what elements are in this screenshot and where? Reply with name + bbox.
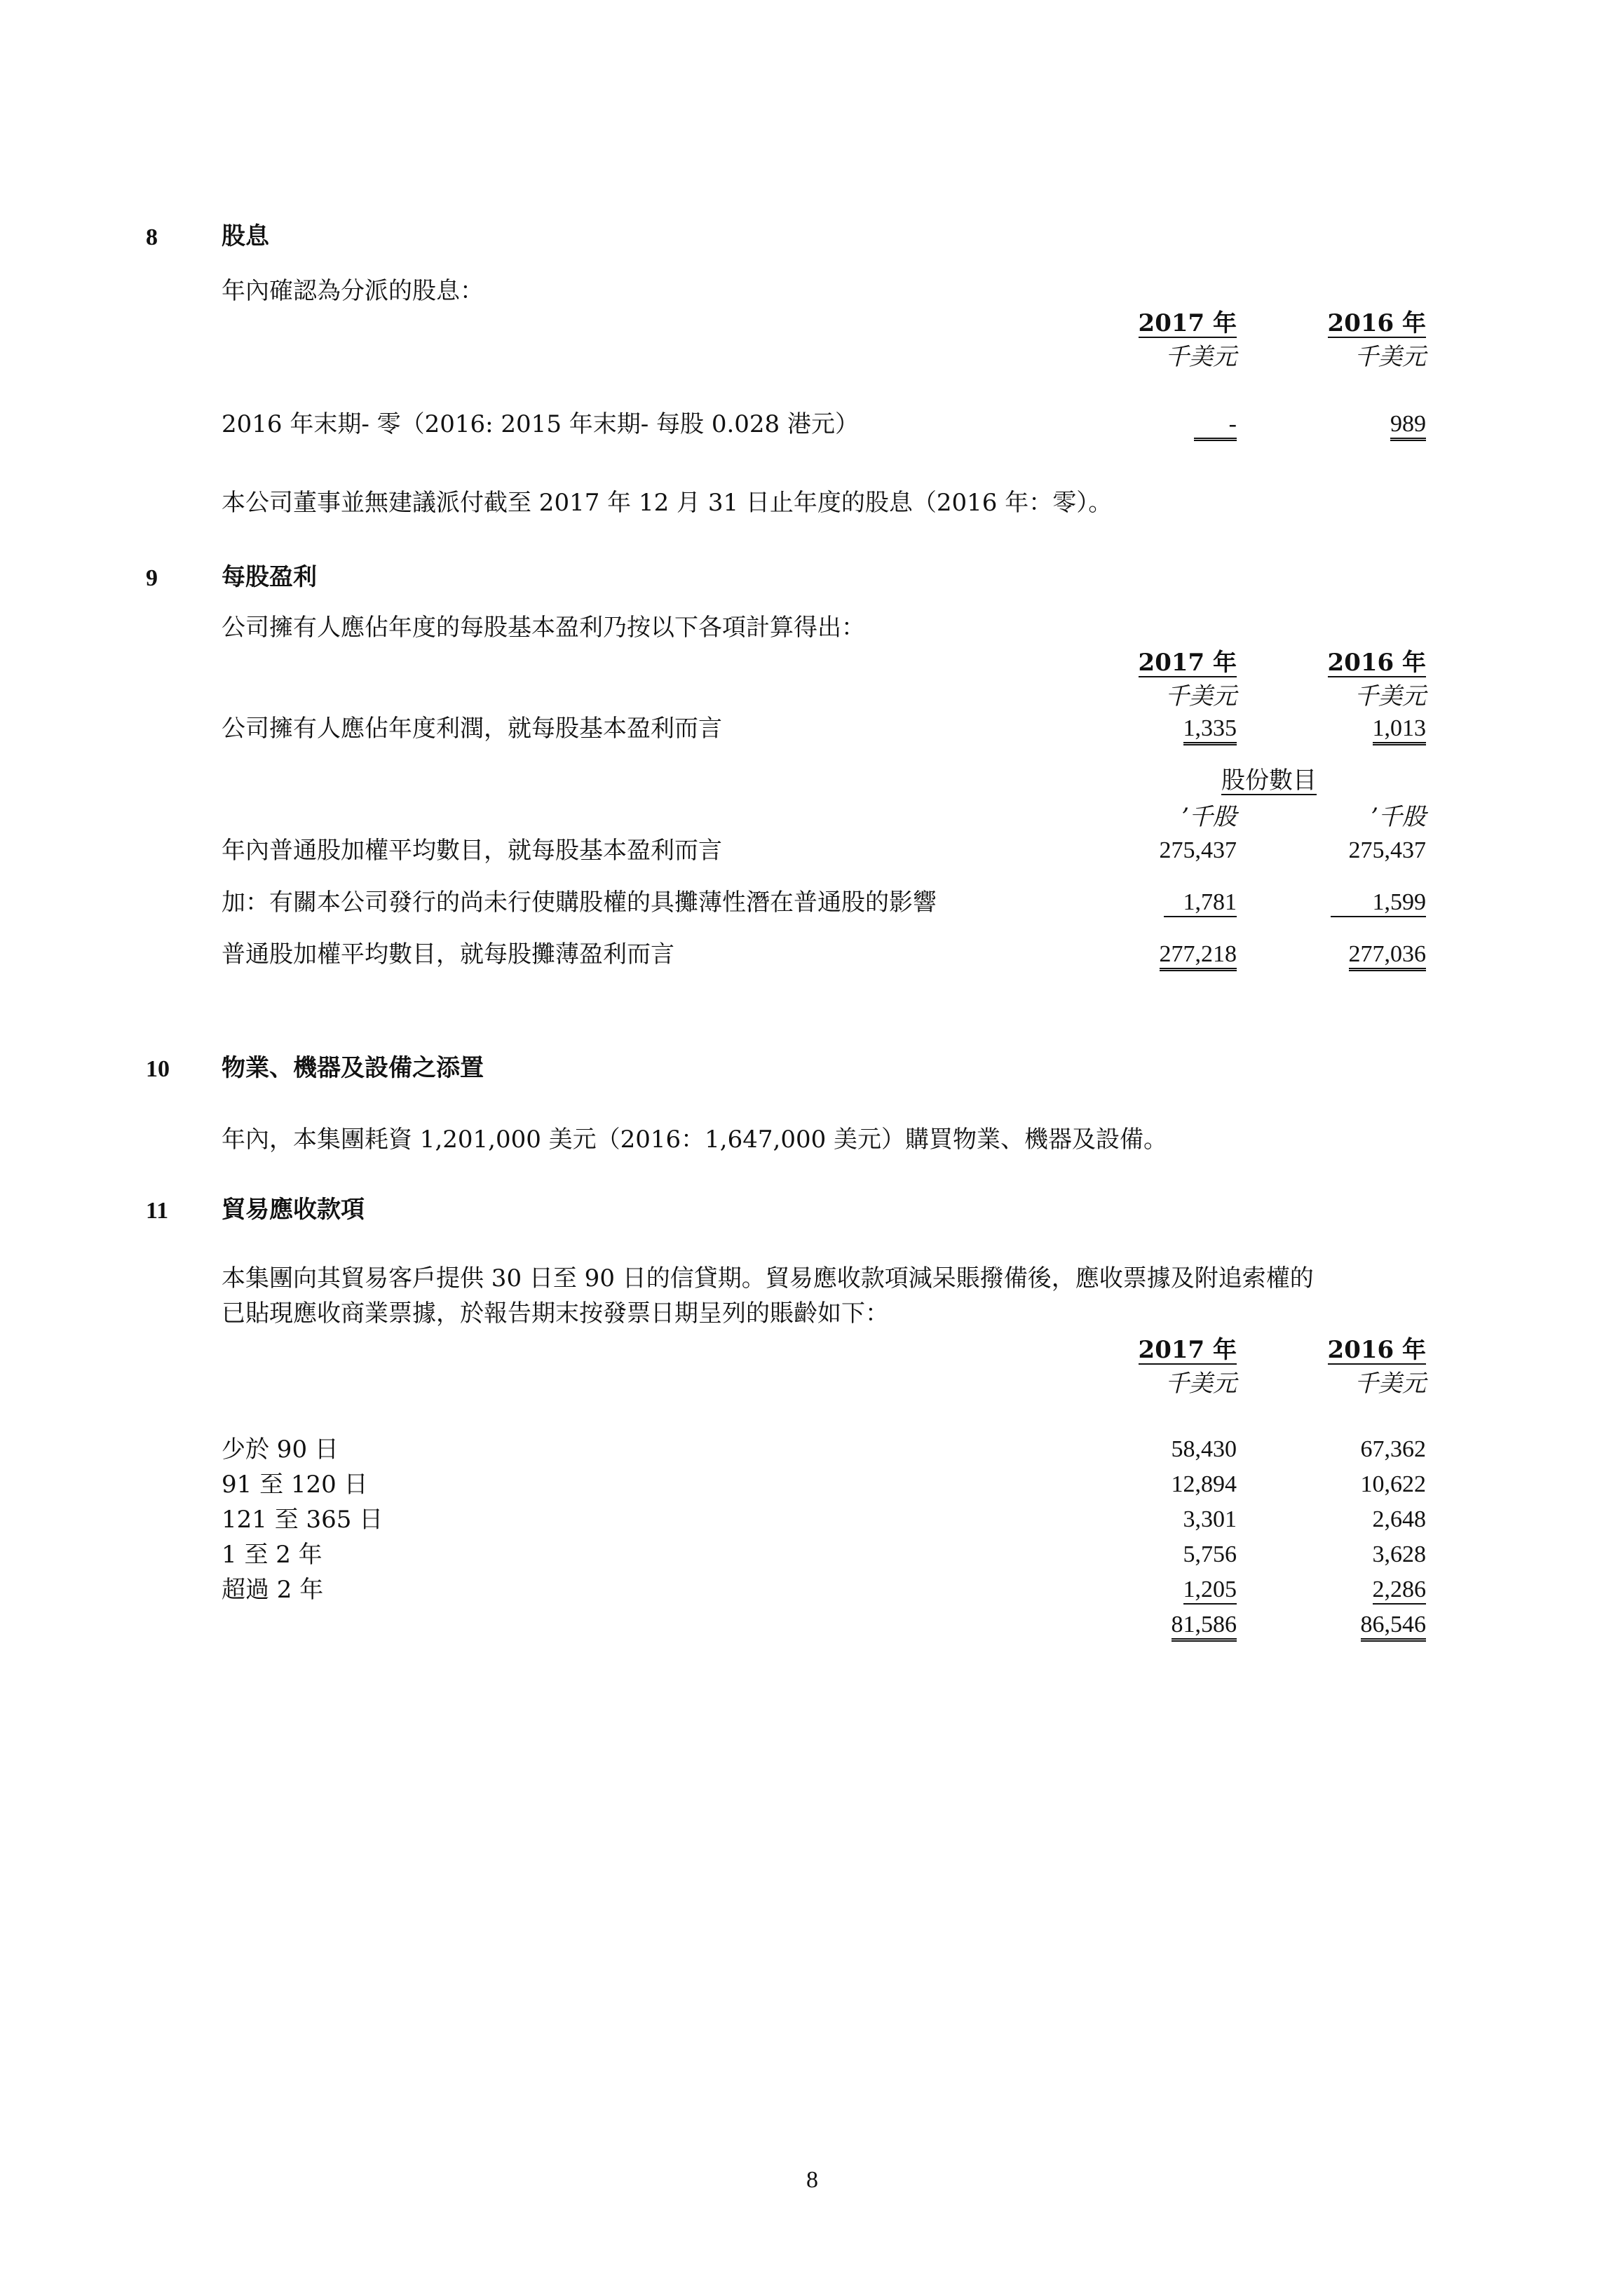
section-8-title: 股息 xyxy=(222,222,269,250)
s11-row-label: 少於 90 日 xyxy=(222,1436,339,1464)
s9-profit-2017: 1,335 xyxy=(1183,717,1237,745)
s8-dividend-2016: 989 xyxy=(1390,412,1426,441)
section-8-intro: 年內確認為分派的股息： xyxy=(222,277,484,305)
s11-text-line2: 已貼現應收商業票據，於報告期末按發票日期呈列的賬齡如下： xyxy=(222,1299,889,1328)
s11-text-line1: 本集團向其貿易客戶提供 30 日至 90 日的信貸期。貿易應收款項減呆賬撥備後，應收票據及附追索權的 xyxy=(222,1264,1314,1292)
s9-row-2016: 275,437 xyxy=(1348,837,1426,863)
section-11-number: 11 xyxy=(146,1198,169,1224)
section-10-number: 10 xyxy=(146,1056,170,1082)
s9-unit-2016: 千美元 xyxy=(1354,682,1426,710)
s9-row-2017: 277,218 xyxy=(1160,943,1237,971)
s9-header-2016: 2016 年 xyxy=(1327,649,1426,677)
s9-unit-2017: 千美元 xyxy=(1165,682,1237,710)
s11-row-2016: 2,286 xyxy=(1373,1578,1427,1605)
section-11-title: 貿易應收款項 xyxy=(222,1196,365,1224)
s9-header-2017: 2017 年 xyxy=(1138,649,1237,677)
s9-shares-unit-2017: ’千股 xyxy=(1181,803,1237,831)
s9-row-label: 加：有關本公司發行的尚未行使購股權的具攤薄性潛在普通股的影響 xyxy=(222,889,937,917)
s11-row-2017: 5,756 xyxy=(1183,1541,1237,1567)
s9-row-2017: 1,781 xyxy=(1164,891,1237,917)
s8-dividend-2017: - xyxy=(1194,412,1237,441)
s9-row-2016: 1,599 xyxy=(1331,891,1427,917)
s11-row-2016: 3,628 xyxy=(1372,1541,1426,1567)
s11-row-label: 121 至 365 日 xyxy=(222,1506,383,1534)
s9-profit-2016: 1,013 xyxy=(1373,717,1427,745)
s9-profit-label: 公司擁有人應佔年度利潤，就每股基本盈利而言 xyxy=(222,715,722,743)
s11-header-2017: 2017 年 xyxy=(1138,1336,1237,1364)
section-9-title: 每股盈利 xyxy=(222,563,317,591)
s11-row-2017: 1,205 xyxy=(1183,1578,1237,1605)
s11-row-label: 1 至 2 年 xyxy=(222,1541,322,1569)
s11-total-2017: 81,586 xyxy=(1172,1613,1237,1642)
section-8-number: 8 xyxy=(146,224,158,250)
s10-text: 年內，本集團耗資 1,201,000 美元（2016：1,647,000 美元）購買物業、機器及設備。 xyxy=(222,1126,1168,1154)
s8-unit-2016: 千美元 xyxy=(1354,343,1426,371)
s11-unit-2017: 千美元 xyxy=(1165,1370,1237,1398)
s11-total-2016: 86,546 xyxy=(1361,1613,1427,1642)
s9-row-2017: 275,437 xyxy=(1159,837,1237,863)
s9-row-label: 普通股加權平均數目，就每股攤薄盈利而言 xyxy=(222,940,674,968)
s11-row-2016: 10,622 xyxy=(1360,1471,1426,1497)
s8-header-2017: 2017 年 xyxy=(1138,309,1237,337)
s9-row-label: 年內普通股加權平均數目，就每股基本盈利而言 xyxy=(222,837,722,865)
s11-row-2016: 2,648 xyxy=(1372,1506,1426,1532)
section-9-number: 9 xyxy=(146,565,158,591)
s9-shares-unit-2016: ’千股 xyxy=(1371,803,1426,831)
s9-row-2016: 277,036 xyxy=(1349,943,1427,971)
s11-unit-2016: 千美元 xyxy=(1354,1370,1426,1398)
s8-note: 本公司董事並無建議派付截至 2017 年 12 月 31 日止年度的股息（2016 年：零）。 xyxy=(222,489,1113,517)
section-9-intro: 公司擁有人應佔年度的每股基本盈利乃按以下各項計算得出： xyxy=(222,614,865,642)
s11-row-2017: 12,894 xyxy=(1171,1471,1237,1497)
s8-header-2016: 2016 年 xyxy=(1327,309,1426,337)
s11-row-label: 超過 2 年 xyxy=(222,1576,324,1604)
s11-row-label: 91 至 120 日 xyxy=(222,1471,368,1499)
s8-unit-2017: 千美元 xyxy=(1165,343,1237,371)
page-number: 8 xyxy=(806,2167,818,2193)
s11-row-2017: 58,430 xyxy=(1171,1436,1237,1462)
s8-dividend-row-label: 2016 年末期- 零（2016: 2015 年末期- 每股 0.028 港元） xyxy=(222,410,860,438)
s11-row-2017: 3,301 xyxy=(1183,1506,1237,1532)
s9-shares-header: 股份數目 xyxy=(1221,767,1317,795)
s11-header-2016: 2016 年 xyxy=(1327,1336,1426,1364)
s11-row-2016: 67,362 xyxy=(1360,1436,1426,1462)
section-10-title: 物業、機器及設備之添置 xyxy=(222,1054,484,1082)
